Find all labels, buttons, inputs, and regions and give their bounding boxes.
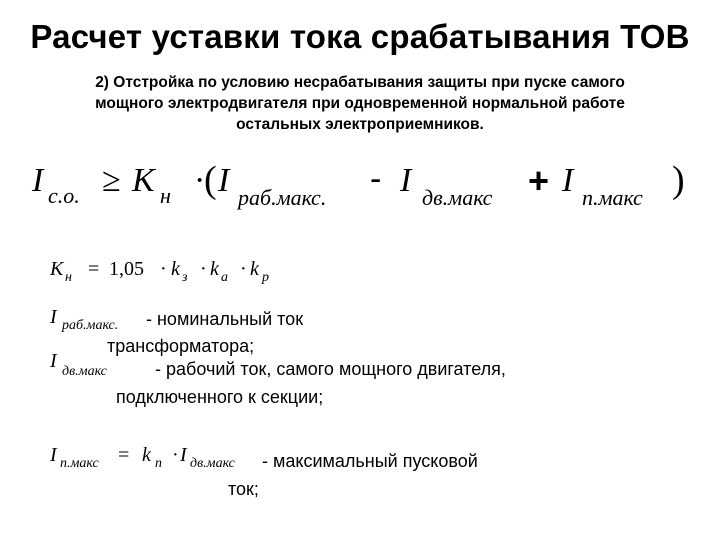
kn-symbol: K bbox=[50, 258, 64, 280]
p-description-line-2: ток; bbox=[228, 479, 259, 499]
rab-description-line-1: - номинальный ток bbox=[146, 309, 304, 329]
rab-subscript: раб.макс. bbox=[62, 318, 119, 333]
kn-equals: = bbox=[88, 258, 100, 280]
kn-value: 1,05 bbox=[109, 258, 144, 280]
formula-current-symbol-rab: I bbox=[218, 162, 230, 199]
dv-description-line-2: подключенного к секции; bbox=[116, 387, 324, 407]
subtitle-line-3: остальных электроприемников. bbox=[236, 116, 484, 133]
formula-geq-sign: ≥ bbox=[102, 162, 121, 199]
kr-symbol: k bbox=[250, 258, 259, 280]
slide-subtitle bbox=[40, 72, 680, 135]
p-dv-subscript: дв.макс bbox=[190, 456, 235, 471]
formula-multiply-dot: · bbox=[194, 162, 206, 199]
kz-symbol: k bbox=[171, 258, 180, 280]
slide-title: Расчет уставки тока срабатывания ТОВ bbox=[30, 18, 690, 55]
kn-subscript: н bbox=[65, 270, 72, 285]
formula-plus-sign: + bbox=[528, 160, 550, 201]
formula-current-symbol-dv: I bbox=[400, 162, 412, 199]
p-dot: · bbox=[172, 444, 179, 466]
kr-subscript: р bbox=[262, 270, 269, 285]
dv-subscript: дв.макс bbox=[62, 364, 107, 379]
formula-subscript-rab: раб.макс. bbox=[238, 185, 327, 210]
kn-dot-3: · bbox=[240, 258, 247, 280]
p-description-line-1: - максимальный пусковой bbox=[262, 451, 478, 471]
rab-description-line-2: трансформатора; bbox=[107, 336, 255, 356]
kp-subscript: п bbox=[155, 456, 162, 471]
p-dv-current-symbol: I bbox=[180, 444, 187, 466]
subtitle-line-1: 2) Отстройка по условию несрабатывания защиты при пуске самого bbox=[95, 74, 625, 91]
formula-minus-sign: - bbox=[370, 160, 382, 198]
kn-dot-1: · bbox=[160, 258, 167, 280]
formula-subscript-dv: дв.макс bbox=[422, 185, 493, 210]
dv-current-symbol: I bbox=[50, 350, 57, 372]
p-current-symbol: I bbox=[50, 444, 57, 466]
formula-left-paren: ( bbox=[204, 159, 217, 201]
kz-subscript: з bbox=[182, 270, 188, 285]
dv-description-line-1: - рабочий ток, самого мощного двигателя, bbox=[155, 359, 506, 379]
ka-symbol: k bbox=[210, 258, 219, 280]
formula-subscript-p: п.макс bbox=[582, 185, 643, 210]
formula-subscript-n: н bbox=[160, 183, 171, 208]
p-equals: = bbox=[118, 444, 130, 466]
kn-dot-2: · bbox=[200, 258, 207, 280]
formula-current-symbol-p: I bbox=[562, 162, 574, 199]
p-subscript: п.макс bbox=[60, 456, 99, 471]
formula-coefficient-symbol: K bbox=[132, 162, 155, 199]
subtitle-line-2: мощного электродвигателя при одновременной нормальной работе bbox=[95, 95, 625, 112]
ka-subscript: а bbox=[221, 270, 228, 285]
formula-right-paren: ) bbox=[672, 159, 685, 201]
formula-subscript-so: с.о. bbox=[48, 183, 80, 208]
kp-symbol: k bbox=[142, 444, 151, 466]
formula-current-symbol: I bbox=[32, 162, 44, 199]
rab-current-symbol: I bbox=[50, 306, 57, 328]
